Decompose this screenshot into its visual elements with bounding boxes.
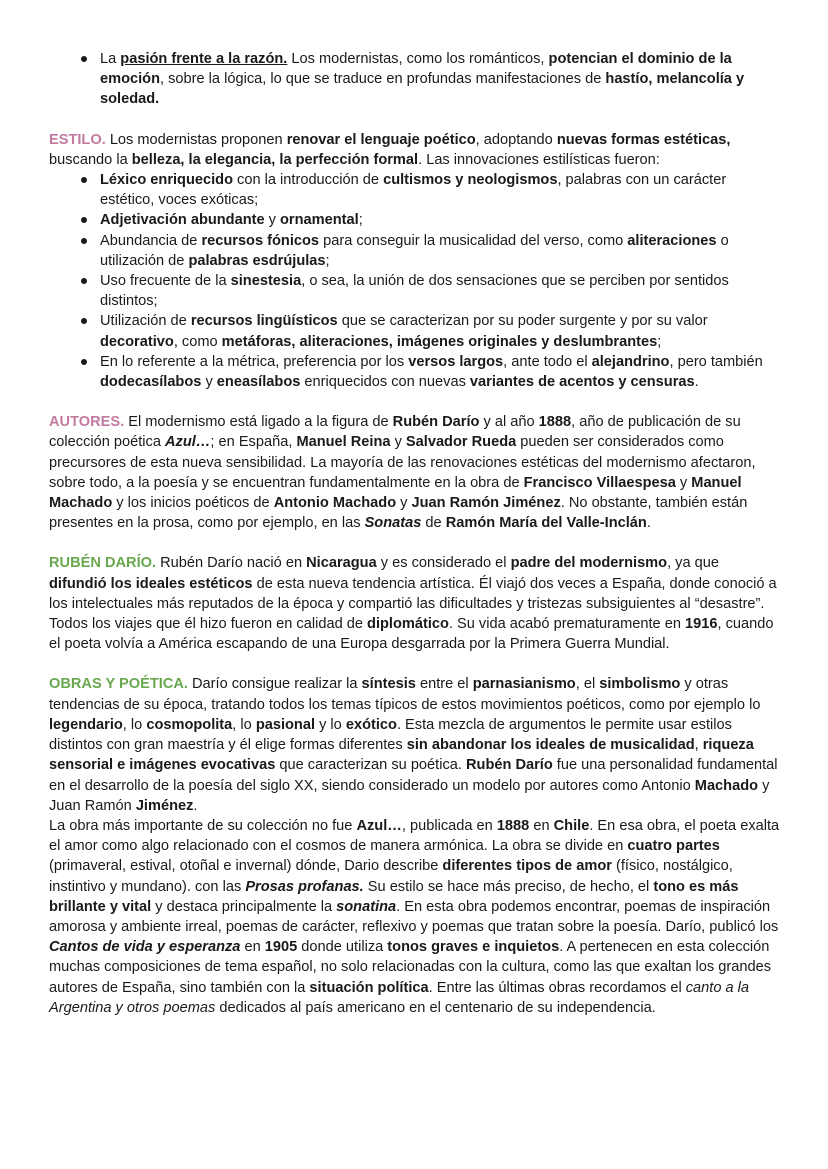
obras-paragraph-2 xyxy=(49,816,780,1018)
text-run: exótico xyxy=(345,716,397,733)
list-item-recursos-linguisticos xyxy=(49,311,780,351)
text-run: difundió los ideales estéticos xyxy=(49,575,253,592)
text-run: , palabras con un carácter estético, voces exóticas; xyxy=(100,172,727,209)
estilo-intro xyxy=(49,132,730,168)
text-run: , o sea, la unión de dos sensaciones que se perciben por sentidos distintos; xyxy=(100,273,729,310)
text-run: , adoptando xyxy=(475,131,557,148)
text-run: 1888 xyxy=(496,817,530,834)
section-ruben-dario xyxy=(49,553,780,654)
section-autores xyxy=(49,412,780,533)
text-run: variantes de acentos y censuras xyxy=(469,374,695,391)
obras-paragraph xyxy=(49,674,780,815)
text-run: con la introducción de xyxy=(233,172,384,189)
text-run: metáforas, aliteraciones, imágenes originales y deslumbrantes xyxy=(221,333,658,350)
text-run: sinestesia xyxy=(230,273,302,290)
pasion-list xyxy=(49,49,780,110)
text-run: El modernismo está ligado a la figura de xyxy=(124,414,393,431)
autores-paragraph xyxy=(49,412,780,533)
text-run: , año de publicación de su colección poética xyxy=(49,414,741,451)
text-run: Juan Ramón Jiménez xyxy=(411,495,561,512)
text-run: riqueza sensorial e imágenes evocativas xyxy=(49,737,754,774)
text-run: cosmopolita xyxy=(146,716,233,733)
text-run: o utilización de xyxy=(100,232,729,269)
text-run: Ramón María del Valle-Inclán xyxy=(445,515,647,532)
text-run: y xyxy=(201,374,217,391)
text-run: , ya que xyxy=(667,555,720,572)
text-run: y Juan Ramón xyxy=(49,777,770,814)
text-run: , cuando el poeta volvía a América escapando de una Europa desgarrada por la Primera Guerra Mundial. xyxy=(49,616,774,653)
text-run: síntesis xyxy=(361,676,416,693)
text-run: (físico, nostálgico, instintivo y mundano). con las xyxy=(49,858,733,895)
text-run: . En esta obra podemos encontrar, poemas de inspiración amorosa y ambiente irreal, poemas de carácter, reflexivo y poemas que tratan sobre la poesía. Darío, publicó los xyxy=(49,898,779,935)
text-run: legendario xyxy=(49,716,123,733)
text-run: decorativo xyxy=(100,333,174,350)
list-item-metrica xyxy=(49,352,780,392)
text-run: . Su vida acabó prematuramente en xyxy=(448,616,685,633)
text-run: hastío, melancolía y soledad. xyxy=(100,71,745,108)
text-run: entre el xyxy=(415,676,473,693)
text-run: y los inicios poéticos de xyxy=(112,495,274,512)
text-run: en xyxy=(240,939,265,956)
text-run: ; xyxy=(325,252,330,269)
text-run: Sonatas xyxy=(364,515,422,532)
list-item-sinestesia xyxy=(49,271,780,311)
text-run: , sobre la lógica, lo que se traduce en profundas manifestaciones de xyxy=(160,71,606,88)
text-run: (primaveral, estival, otoñal e invernal) dónde, Dario describe xyxy=(49,858,443,875)
text-run: ornamental xyxy=(280,212,359,229)
ruben-paragraph xyxy=(49,553,780,654)
text-run: enriquecidos con nuevas xyxy=(300,374,470,391)
text-run: y destaca principalmente la xyxy=(151,898,337,915)
text-run: que caracterizan su poética. xyxy=(275,757,466,774)
text-run: sin abandonar los ideales de musicalidad xyxy=(406,737,695,754)
ruben-body xyxy=(49,555,777,652)
ruben-heading: RUBÉN DARÍO. xyxy=(49,555,157,572)
text-run: Francisco Villaespesa xyxy=(523,474,676,491)
text-run: Machado xyxy=(694,777,759,794)
text-run: para conseguir la musicalidad del verso, como xyxy=(319,232,628,249)
text-run: 1888 xyxy=(538,414,572,431)
autores-heading: AUTORES. xyxy=(49,414,125,431)
list-item-pasion xyxy=(49,49,780,110)
text-run: eneasílabos xyxy=(216,374,301,391)
text-run: canto a la Argentina y otros poemas xyxy=(49,979,750,1016)
text-run: Uso frecuente de la xyxy=(100,273,231,290)
text-run: sonatina xyxy=(336,898,397,915)
text-run: 1916 xyxy=(685,616,718,633)
text-run: Rubén Darío nació en xyxy=(156,555,307,572)
text-run: y xyxy=(675,474,692,491)
text-run: pasional xyxy=(255,716,316,733)
text-run: padre del modernismo xyxy=(510,555,668,572)
text-run: Su estilo se hace más preciso, de hecho, el xyxy=(363,878,654,895)
autores-body xyxy=(49,414,756,531)
obras-heading: OBRAS Y POÉTICA. xyxy=(49,676,188,693)
text-run: belleza, la elegancia, la perfección formal xyxy=(131,151,419,168)
text-run: Los modernistas proponen xyxy=(105,131,287,148)
text-run: ; xyxy=(657,333,662,350)
text-run: , publicada en xyxy=(401,817,497,834)
text-run: Manuel Reina xyxy=(296,434,391,451)
text-run: , ante todo el xyxy=(503,353,592,370)
text-run: , el xyxy=(575,676,600,693)
text-run: pueden ser considerados como precursores de esta nueva sensibilidad. La mayoría de las renovaciones estéticas del modernismo afectaron, sobre todo, a la poesía y se encuentran fundamentalmente en la obra de xyxy=(49,434,756,491)
text-run: Léxico enriquecido xyxy=(100,172,233,189)
section-obras xyxy=(49,674,780,1017)
text-run: Azul… xyxy=(165,434,211,451)
text-run: parnasianismo xyxy=(472,676,576,693)
text-run: , como xyxy=(173,333,222,350)
text-run: , xyxy=(694,737,703,754)
text-run: situación política xyxy=(309,979,429,996)
text-run: Adjetivación abundante xyxy=(100,212,265,229)
text-run: y xyxy=(264,212,281,229)
list-item-recursos-fonicos xyxy=(49,231,780,271)
estilo-list xyxy=(49,170,780,392)
text-run: ; xyxy=(358,212,363,229)
text-run: . xyxy=(193,797,198,814)
text-run: dodecasílabos xyxy=(100,374,202,391)
text-run: . xyxy=(646,515,651,532)
text-run: aliteraciones xyxy=(627,232,717,249)
estilo-paragraph xyxy=(49,130,780,170)
text-run: Prosas profanas. xyxy=(245,878,364,895)
text-run: y es considerado el xyxy=(376,555,511,572)
text-run: 1905 xyxy=(264,939,298,956)
text-run: dedicados al país americano en el centenario de su independencia. xyxy=(215,999,656,1016)
text-run: Antonio Machado xyxy=(273,495,397,512)
text-run: simbolismo xyxy=(599,676,681,693)
text-run: y otras tendencias de su época, tratando todos los temas típicos de estos movimientos poéticos, como por ejemplo lo xyxy=(49,676,761,713)
text-run: cultismos y neologismos xyxy=(383,172,558,189)
text-run: potencian el dominio de la emoción xyxy=(100,51,732,88)
text-run: Rubén Darío xyxy=(392,414,480,431)
text-run: tonos graves e inquietos xyxy=(387,939,560,956)
text-run: de esta nueva tendencia artística. Él viajó dos veces a España, donde conoció a los intelectuales más reputados de la época y compartió las dificultades y tristezas subsiguientes al “desastre”. Todos los viajes que él hizo fueron en calidad de xyxy=(49,575,777,633)
text-run: Utilización de xyxy=(100,313,191,330)
text-run: en xyxy=(529,817,554,834)
text-run: fue una personalidad fundamental en el desarrollo de la poesía del siglo XX, siendo considerado un modelo por autores como Antonio xyxy=(49,757,778,794)
text-run: alejandrino xyxy=(591,353,670,370)
text-run: ; en España, xyxy=(210,434,297,451)
text-run: recursos fónicos xyxy=(201,232,320,249)
text-run: Cantos de vida y esperanza xyxy=(49,939,241,956)
text-run: Darío consigue realizar la xyxy=(187,676,362,693)
text-run: . A pertenecen en esta colección muchas composiciones de tema español, no solo relacionadas con la cultura, como las que exaltan los grandes autores de España, sino también con la xyxy=(49,939,771,996)
text-run: . Entre las últimas obras recordamos el xyxy=(428,979,686,996)
text-run: donde utiliza xyxy=(297,939,388,956)
text-run: diferentes tipos de amor xyxy=(442,858,612,875)
text-run: pasión frente a la razón. xyxy=(120,51,288,67)
text-run: buscando la xyxy=(49,151,132,168)
text-run: Manuel Machado xyxy=(49,474,742,512)
text-run: Nicaragua xyxy=(306,555,377,572)
text-run: Los modernistas, como los románticos, xyxy=(287,51,549,67)
text-run: Chile xyxy=(553,817,590,834)
text-run: La obra más importante de su colección no fue xyxy=(49,817,357,834)
list-item-adjetivacion xyxy=(49,210,780,230)
text-run: , lo xyxy=(232,716,256,733)
text-run: versos largos xyxy=(408,353,504,370)
text-run: y xyxy=(390,434,406,451)
text-run: . xyxy=(694,374,699,391)
list-item-lexico xyxy=(49,170,780,210)
section-estilo xyxy=(49,130,780,393)
text-run: que se caracterizan por su poder surgente y por su valor xyxy=(337,313,708,330)
text-run: Salvador Rueda xyxy=(405,434,517,451)
text-run: La xyxy=(100,51,121,67)
text-run: recursos lingüísticos xyxy=(190,313,338,330)
text-run: . Esta mezcla de argumentos le permite usar estilos distintos con gran maestría y él elige formas diferentes xyxy=(49,716,732,754)
text-run: tono es más brillante y vital xyxy=(49,878,739,915)
text-run: , lo xyxy=(122,716,147,733)
estilo-heading: ESTILO. xyxy=(49,131,106,148)
text-run: nuevas formas estéticas, xyxy=(556,131,731,148)
text-run: . Las innovaciones estilísticas fueron: xyxy=(418,151,660,168)
text-run: diplomático xyxy=(367,616,449,633)
text-run: Jiménez xyxy=(135,797,194,814)
text-run: En lo referente a la métrica, preferencia por los xyxy=(100,353,409,370)
text-run: Rubén Darío xyxy=(465,757,553,774)
text-run: . No obstante, también están presentes en la prosa, como por ejemplo, en las xyxy=(49,495,748,532)
obras-body xyxy=(49,676,778,813)
text-run: palabras esdrújulas xyxy=(188,252,326,269)
text-run: cuatro partes xyxy=(627,838,720,855)
text-run: y xyxy=(396,495,412,512)
text-run: Azul… xyxy=(356,817,402,834)
text-run: . En esa obra, el poeta exalta el amor como algo relacionado con el cosmos de manera armónica. La obra se divide en xyxy=(49,817,780,855)
text-run: renovar el lenguaje poético xyxy=(286,131,476,148)
text-run: de xyxy=(421,515,446,532)
text-run: y lo xyxy=(315,716,346,733)
text-run: y al año xyxy=(479,414,539,431)
text-run: Abundancia de xyxy=(100,232,202,249)
text-run: , pero también xyxy=(669,353,763,370)
